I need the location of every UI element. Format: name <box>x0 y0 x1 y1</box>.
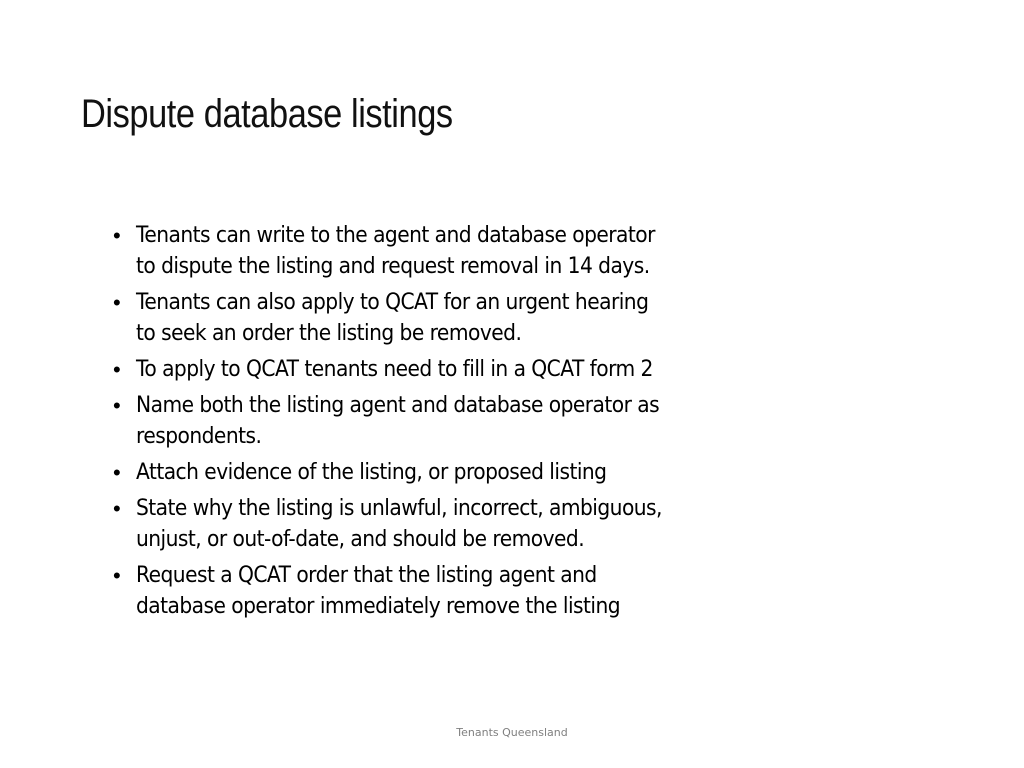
bullet-text <box>136 560 740 622</box>
bullet-text <box>136 493 740 555</box>
bullet-dot-icon: • <box>113 393 121 418</box>
slide-title: Dispute database listings <box>81 92 453 136</box>
bullet-text <box>136 390 740 452</box>
bullet-item <box>113 287 793 349</box>
bullet-item <box>113 390 793 452</box>
bullet-dot-icon: • <box>113 496 121 521</box>
slide-footer: Tenants Queensland <box>456 726 568 739</box>
bullet-dot-icon: • <box>113 357 121 382</box>
bullet-line: State why the listing is unlawful, incorrect, ambiguous, <box>136 496 662 521</box>
bullet-line: To apply to QCAT tenants need to fill in a QCAT form 2 <box>136 357 653 382</box>
bullet-item <box>113 457 793 488</box>
bullet-line: Tenants can also apply to QCAT for an urgent hearing <box>136 290 649 315</box>
bullet-item <box>113 493 793 555</box>
bullet-dot-icon: • <box>113 563 121 588</box>
bullet-text <box>136 220 740 282</box>
bullet-line: Name both the listing agent and database operator as <box>136 393 660 418</box>
bullet-line: Request a QCAT order that the listing agent and <box>136 563 597 588</box>
bullet-dot-icon: • <box>113 290 121 315</box>
bullet-line: Tenants can write to the agent and database operator <box>136 223 655 248</box>
bullet-line: unjust, or out-of-date, and should be removed. <box>136 527 585 552</box>
bullet-line: database operator immediately remove the listing <box>136 594 621 619</box>
bullet-item <box>113 560 793 622</box>
bullet-line: to dispute the listing and request removal in 14 days. <box>136 254 650 279</box>
bullet-dot-icon: • <box>113 223 121 248</box>
bullet-line: to seek an order the listing be removed. <box>136 321 522 346</box>
bullet-line: Attach evidence of the listing, or proposed listing <box>136 460 607 485</box>
bullet-line: respondents. <box>136 424 262 449</box>
bullet-list <box>113 220 793 627</box>
bullet-text <box>136 287 740 349</box>
bullet-text <box>136 457 740 488</box>
bullet-dot-icon: • <box>113 460 121 485</box>
bullet-item <box>113 354 793 385</box>
bullet-item <box>113 220 793 282</box>
bullet-text <box>136 354 740 385</box>
